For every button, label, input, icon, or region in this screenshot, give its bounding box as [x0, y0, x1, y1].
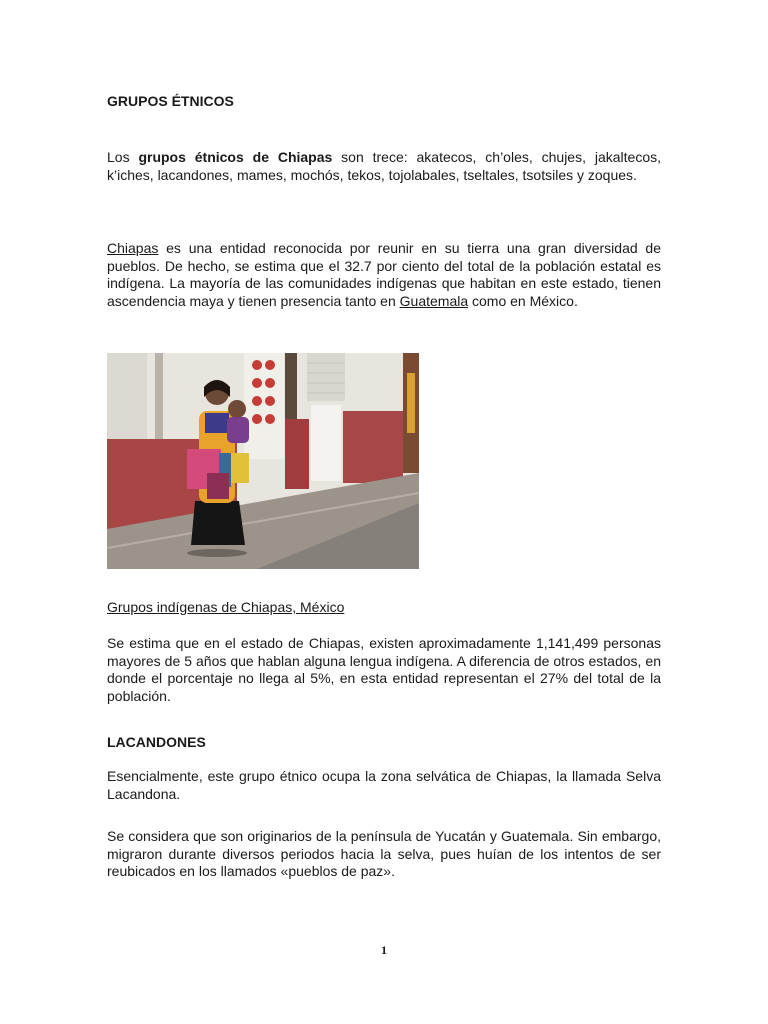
- paragraph-selva-lacandona: Esencialmente, este grupo étnico ocupa la zona selvática de Chiapas, la llamada Selva Lacandona.: [107, 768, 661, 802]
- link-chiapas[interactable]: Chiapas: [107, 240, 159, 256]
- photo-indigenous-woman-with-child: [107, 353, 419, 569]
- para1-bold-term: grupos étnicos de Chiapas: [138, 149, 333, 165]
- photo-caption[interactable]: Grupos indígenas de Chiapas, México: [107, 599, 345, 615]
- heading-grupos-etnicos: GRUPOS ÉTNICOS: [107, 93, 234, 109]
- para1-rest: son trece: akatecos, ch’oles, chujes, jakaltecos, k’iches, lacandones, mames, mochós, tekos, tojolabales, tseltales, tsotsiles y zoques.: [107, 149, 661, 183]
- paragraph-chiapas-diversidad: [107, 240, 661, 310]
- paragraph-poblacion-indigena: Se estima que en el estado de Chiapas, existen aproximadamente 1,141,499 personas mayores de 5 años que hablan alguna lengua indígena. A diferencia de otros estados, en donde el porcentaje no llega al 5%, en esta entidad representan el 27% del total de la población.: [107, 635, 661, 704]
- page-number: 1: [381, 943, 387, 957]
- document-page: [107, 0, 661, 1024]
- para2-text-b: como en México.: [468, 292, 578, 309]
- heading-lacandones: LACANDONES: [107, 734, 206, 750]
- link-guatemala[interactable]: Guatemala: [399, 292, 469, 309]
- para2-text-a: es una entidad reconocida por reunir en su tierra una gran diversidad de pueblos. De hecho, se estima que el 32.7 por ciento del total de la población estatal es indígena. La mayoría de las comunidades indígenas que habitan en este estado, tienen ascendencia maya y tienen presencia tanto en: [107, 240, 661, 309]
- paragraph-origen-lacandones: Se considera que son originarios de la península de Yucatán y Guatemala. Sin embargo, migraron durante diversos periodos hacia la selva, pues huían de los intentos de ser reubicados en los llamados «pueblos de paz».: [107, 828, 661, 879]
- paragraph-grupos-etnicos: [107, 149, 661, 184]
- para1-lead: Los: [107, 149, 139, 165]
